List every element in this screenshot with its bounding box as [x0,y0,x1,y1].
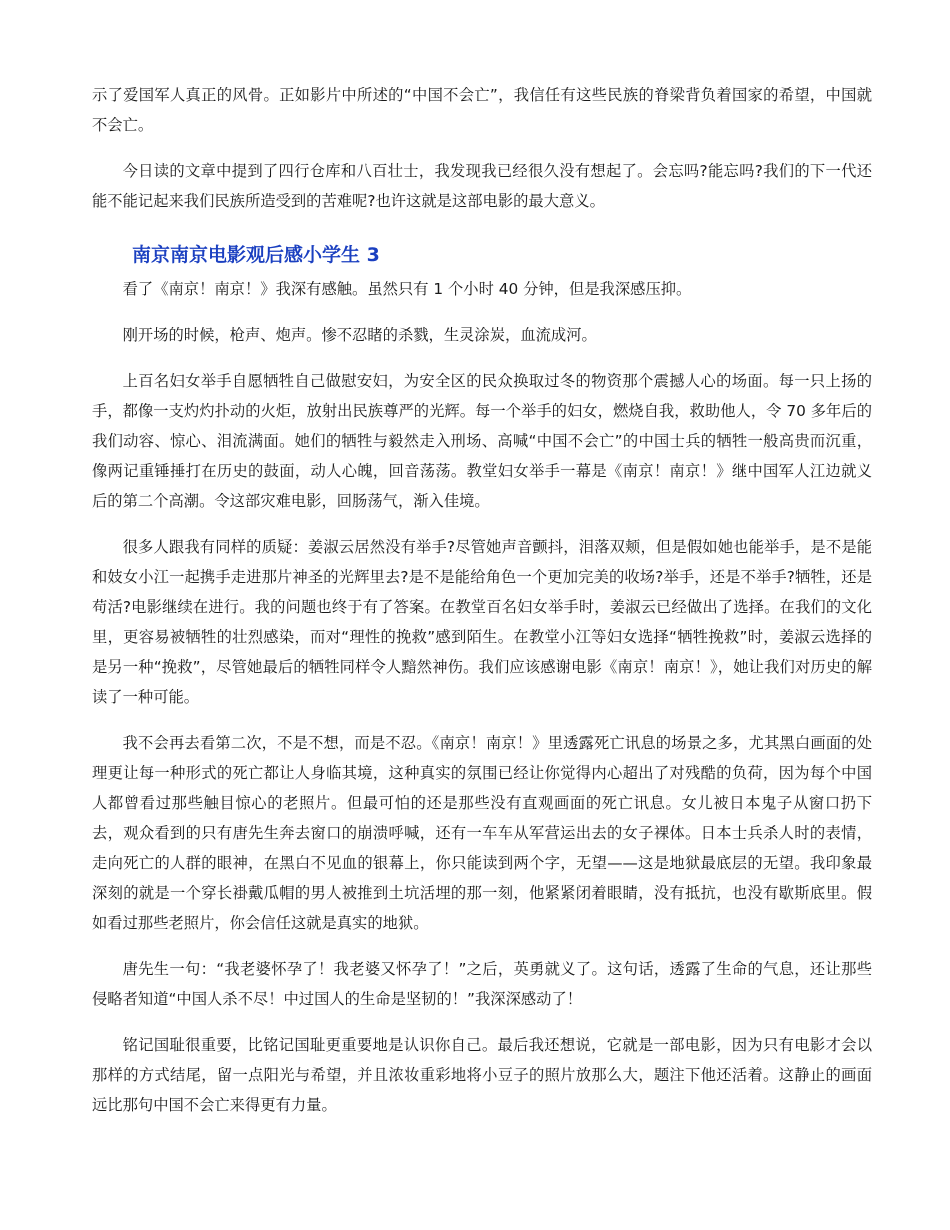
body-paragraph-7: 铭记国耻很重要，比铭记国耻更重要地是认识你自己。最后我还想说，它就是一部电影，因为只有电影才会以那样的方式结尾，留一点阳光与希望，并且浓妆重彩地将小豆子的照片放那么大，题注下他还活着。这静止的画面远比那句中国不会亡来得更有力量。 [92,1036,872,1114]
body-paragraph-3: 上百名妇女举手自愿牺牲自己做慰安妇，为安全区的民众换取过冬的物资那个震撼人心的场面。每一只上扬的手，都像一支灼灼扑动的火炬，放射出民族尊严的光辉。每一个举手的妇女，燃烧自我，救助他人，令 70 多年后的我们动容、惊心、泪流满面。她们的牺牲与毅然走入刑场、高喊“中国不会亡”的中国士兵的牺牲一般高贵而沉重，像两记重锤捶打在历史的鼓面，动人心魄，回音荡荡。教堂妇女举手一幕是《南京！南京！》继中国军人江边就义后的第二个高潮。令这部灾难电影，回肠荡气，渐入佳境。 [92,372,872,510]
body-paragraph-4: 很多人跟我有同样的质疑：姜淑云居然没有举手?尽管她声音颤抖，泪落双颊，但是假如她也能举手，是不是能和妓女小江一起携手走进那片神圣的光辉里去?是不是能给角色一个更加完美的收场?举手，还是不举手?牺牲，还是苟活?电影继续在进行。我的问题也终于有了答案。在教堂百名妇女举手时，姜淑云已经做出了选择。在我们的文化里，更容易被牺牲的壮烈感染，而对“理性的挽救”感到陌生。在教堂小江等妇女选择“牺牲挽救”时，姜淑云选择的是另一种“挽救”，尽管她最后的牺牲同样令人黯然神伤。我们应该感谢电影《南京！南京！》，她让我们对历史的解读了一种可能。 [92,538,872,706]
body-paragraph-5: 我不会再去看第二次，不是不想，而是不忍。《南京！南京！》里透露死亡讯息的场景之多，尤其黑白画面的处理更让每一种形式的死亡都让人身临其境，这种真实的氛围已经让你觉得内心超出了对残酷的负荷，因为每个中国人都曾看过那些触目惊心的老照片。但最可怕的还是那些没有直观画面的死亡讯息。女儿被日本鬼子从窗口扔下去，观众看到的只有唐先生奔去窗口的崩溃呼喊，还有一车车从军营运出去的女子裸体。日本士兵杀人时的表情，走向死亡的人群的眼神，在黑白不见血的银幕上，你只能读到两个字，无望——这是地狱最底层的无望。我印象最深刻的就是一个穿长褂戴瓜帽的男人被推到土坑活埋的那一刻，他紧紧闭着眼睛，没有抵抗，也没有歇斯底里。假如看过那些老照片，你会信任这就是真实的地狱。 [92,734,872,932]
body-paragraph-2: 刚开场的时候，枪声、炮声。惨不忍睹的杀戮，生灵涂炭，血流成河。 [122,326,597,344]
document-page [92,80,872,1136]
section-heading: 南京南京电影观后感小学生 3 [132,244,380,266]
intro-paragraph-2: 今日读的文章中提到了四行仓库和八百壮士，我发现我已经很久没有想起了。会忘吗?能忘吗?我们的下一代还能不能记起来我们民族所造受到的苦难呢?也许这就是这部电影的最大意义。 [92,162,872,210]
intro-paragraph-1: 示了爱国军人真正的风骨。正如影片中所述的“中国不会亡”，我信任有这些民族的脊梁背负着国家的希望，中国就不会亡。 [92,86,872,134]
body-paragraph-1: 看了《南京！南京！》我深有感触。虽然只有 1 个小时 40 分钟，但是我深感压抑。 [122,280,692,298]
body-paragraph-6: 唐先生一句：“我老婆怀孕了！我老婆又怀孕了！”之后，英勇就义了。这句话，透露了生命的气息，还让那些侵略者知道“中国人杀不尽！中过国人的生命是坚韧的！”我深深感动了！ [92,960,872,1008]
